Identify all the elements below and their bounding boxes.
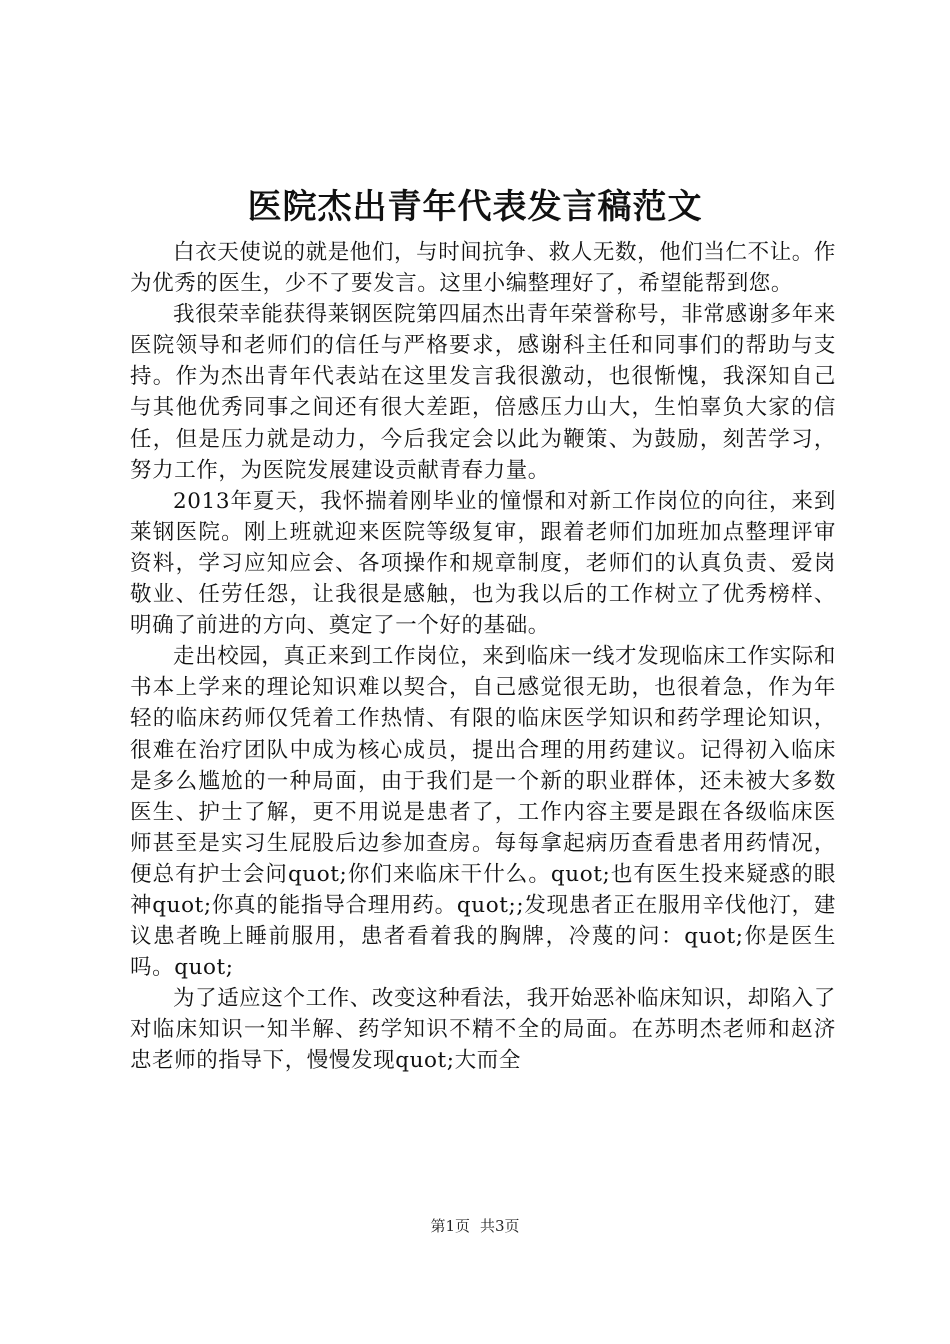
paragraph-honor: 我很荣幸能获得莱钢医院第四届杰出青年荣誉称号，非常感谢多年来医院领导和老师们的信任与严格要求，感谢科主任和同事们的帮助与支持。作为杰出青年代表站在这里发言我很激动，也很惭愧，我深知自己与其他优秀同事之间还有很大差距，倍感压力山大，生怕辜负大家的信任，但是压力就是动力，今后我定会以此为鞭策、为鼓励，刻苦学习，努力工作，为医院发展建设贡献青春力量。 bbox=[130, 302, 837, 483]
paragraph-arrival: 2013年夏天，我怀揣着刚毕业的憧憬和对新工作岗位的向往，来到莱钢医院。刚上班就迎来医院等级复审，跟着老师们加班加点整理评审资料，学习应知应会、各项操作和规章制度，老师们的认真负责、爱岗敬业、任劳任怨，让我很是感触，也为我以后的工作树立了优秀榜样、明确了前进的方向、奠定了一个好的基础。 bbox=[130, 488, 836, 639]
document-body bbox=[130, 237, 836, 1077]
paragraph-clinical-work: 走出校园，真正来到工作岗位，来到临床一线才发现临床工作实际和书本上学来的理论知识难以契合，自己感觉很无助，也很着急，作为年轻的临床药师仅凭着工作热情、有限的临床医学知识和药学理论知识，很难在治疗团队中成为核心成员，提出合理的用药建议。记得初入临床是多么尴尬的一种局面，由于我们是一个新的职业群体，还未被大多数医生、护士了解，更不用说是患者了，工作内容主要是跟在各级临床医师甚至是实习生屁股后边参加查房。每每拿起病历查看患者用药情况，便总有护士会问quot;你们来临床干什么。quot;也有医生投来疑惑的眼神quot;你真的能指导合理用药。quot;;发现患者正在服用辛伐他汀，建议患者晚上睡前服用，患者看着我的胸牌，冷蔑的问：quot;你是医生吗。quot; bbox=[130, 644, 837, 981]
paragraph-learning: 为了适应这个工作、改变这种看法，我开始恶补临床知识，却陷入了对临床知识一知半解、药学知识不精不全的局面。在苏明杰老师和赵济忠老师的指导下，慢慢发现quot;大而全 bbox=[130, 986, 837, 1074]
paragraph-intro: 白衣天使说的就是他们，与时间抗争、救人无数，他们当仁不让。作为优秀的医生，少不了要发言。这里小编整理好了，希望能帮到您。 bbox=[130, 240, 837, 297]
page-total: 共3页 bbox=[480, 1217, 520, 1235]
document-title: 医院杰出青年代表发言稿范文 bbox=[247, 187, 703, 227]
page-number: 第1页 bbox=[430, 1217, 470, 1235]
page-footer bbox=[0, 1216, 950, 1236]
